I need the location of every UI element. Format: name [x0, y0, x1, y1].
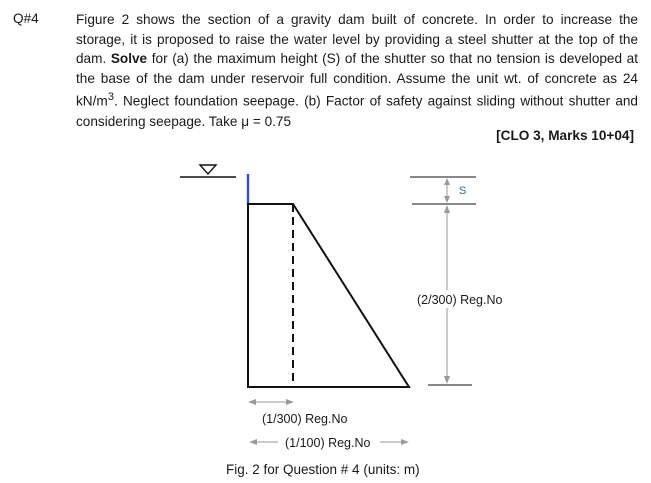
question-text-part3: . Neglect foundation seepage. (b) Factor of safety against sliding without shutter and considering seepage. Take μ = 0.75: [76, 93, 638, 129]
dam-section: [248, 204, 409, 387]
shutter-dimension: [444, 178, 450, 203]
marks-label: [CLO 3, Marks 10+04]: [496, 128, 634, 143]
top-width-dimension: [248, 399, 294, 405]
top-width-label: (1/300) Reg.No: [262, 412, 348, 426]
base-width-label: (1/100) Reg.No: [285, 436, 371, 450]
question-bold-word: Solve: [110, 51, 148, 67]
figure-caption: Fig. 2 for Question # 4 (units: m): [226, 462, 420, 477]
question-text-part1: Figure 2 shows the section of a gravity dam built of concrete. In order to increase the storage, it is proposed to raise the water level by providing a steel shutter at the top of the dam.: [76, 12, 638, 67]
shutter-label: S: [459, 185, 467, 197]
water-level-icon: [180, 165, 236, 177]
height-label: (2/300) Reg.No: [417, 293, 503, 307]
question-text-part2: for (a) the maximum height (S) of the shutter so that no tension is developed at the base of the dam under reservoir full condition. Assume the unit wt. of concrete as 24 kN/m: [76, 51, 639, 109]
question-number: Q#4: [13, 11, 39, 26]
question-superscript: 3: [107, 91, 115, 104]
